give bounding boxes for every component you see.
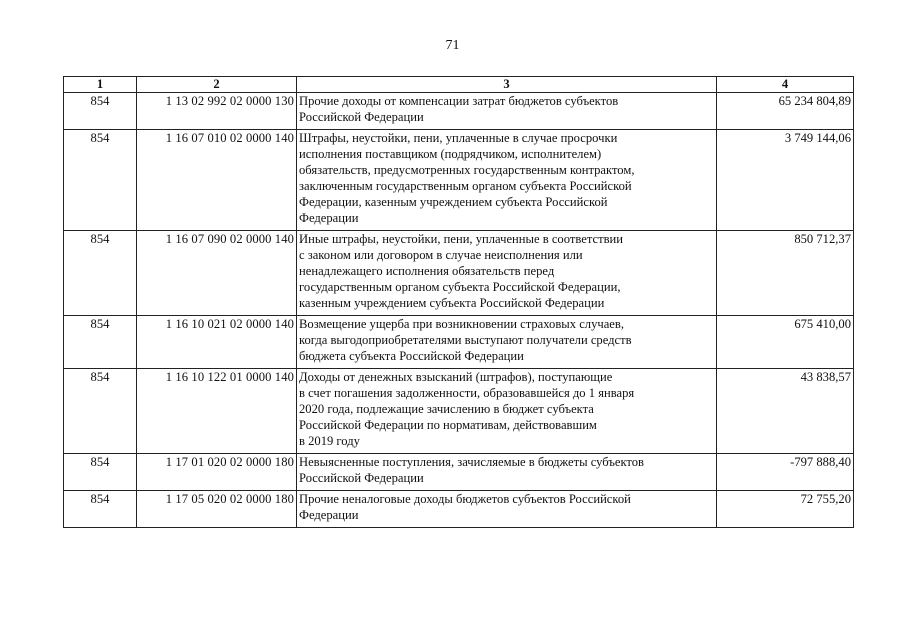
column-header-2: 2: [137, 77, 297, 93]
kbk-code-cell: 1 16 10 122 01 0000 140: [137, 369, 297, 454]
kbk-code-cell: 1 13 02 992 02 0000 130: [137, 93, 297, 130]
revenue-name-cell: Прочие неналоговые доходы бюджетов субъектов Российской Федерации: [297, 491, 717, 528]
table-row: [64, 93, 854, 130]
column-header-4: 4: [717, 77, 854, 93]
admin-code-cell: 854: [64, 231, 137, 316]
admin-code-cell: 854: [64, 130, 137, 231]
admin-code-cell: 854: [64, 369, 137, 454]
amount-cell: -797 888,40: [717, 454, 854, 491]
admin-code-cell: 854: [64, 454, 137, 491]
table-header: [64, 77, 854, 93]
kbk-code-cell: 1 16 07 010 02 0000 140: [137, 130, 297, 231]
column-header-1: 1: [64, 77, 137, 93]
revenue-name-cell: Прочие доходы от компенсации затрат бюджетов субъектов Российской Федерации: [297, 93, 717, 130]
revenue-name-cell: Штрафы, неустойки, пени, уплаченные в случае просрочки исполнения поставщиком (подрядчиком, исполнителем) обязательств, предусмотренных государственным контрактом, заключенным государственным органом субъекта Российской Федерации, казенным учреждением субъекта Российской Федерации: [297, 130, 717, 231]
table-row: [64, 491, 854, 528]
table-row: [64, 130, 854, 231]
amount-cell: 850 712,37: [717, 231, 854, 316]
amount-cell: 675 410,00: [717, 316, 854, 369]
table-row: [64, 316, 854, 369]
table-row: [64, 231, 854, 316]
table-body: [64, 93, 854, 528]
kbk-code-cell: 1 17 05 020 02 0000 180: [137, 491, 297, 528]
revenue-table: [63, 76, 854, 528]
revenue-name-cell: Возмещение ущерба при возникновении страховых случаев, когда выгодоприобретателями выступают получатели средств бюджета субъекта Российской Федерации: [297, 316, 717, 369]
table-row: [64, 454, 854, 491]
admin-code-cell: 854: [64, 93, 137, 130]
header-row: [64, 77, 854, 93]
page-number: 71: [445, 38, 460, 53]
amount-cell: 3 749 144,06: [717, 130, 854, 231]
table-row: [64, 369, 854, 454]
revenue-name-cell: Доходы от денежных взысканий (штрафов), поступающие в счет погашения задолженности, образовавшейся до 1 января 2020 года, подлежащие зачислению в бюджет субъекта Российской Федерации по нормативам, действовавшим в 2019 году: [297, 369, 717, 454]
kbk-code-cell: 1 16 07 090 02 0000 140: [137, 231, 297, 316]
revenue-name-cell: Иные штрафы, неустойки, пени, уплаченные в соответствии с законом или договором в случае неисполнения или ненадлежащего исполнения обязательств перед государственным органом субъекта Российской Федерации, казенным учреждением субъекта Российской Федерации: [297, 231, 717, 316]
admin-code-cell: 854: [64, 491, 137, 528]
kbk-code-cell: 1 16 10 021 02 0000 140: [137, 316, 297, 369]
amount-cell: 43 838,57: [717, 369, 854, 454]
revenue-name-cell: Невыясненные поступления, зачисляемые в бюджеты субъектов Российской Федерации: [297, 454, 717, 491]
column-header-3: 3: [297, 77, 717, 93]
amount-cell: 72 755,20: [717, 491, 854, 528]
kbk-code-cell: 1 17 01 020 02 0000 180: [137, 454, 297, 491]
amount-cell: 65 234 804,89: [717, 93, 854, 130]
admin-code-cell: 854: [64, 316, 137, 369]
